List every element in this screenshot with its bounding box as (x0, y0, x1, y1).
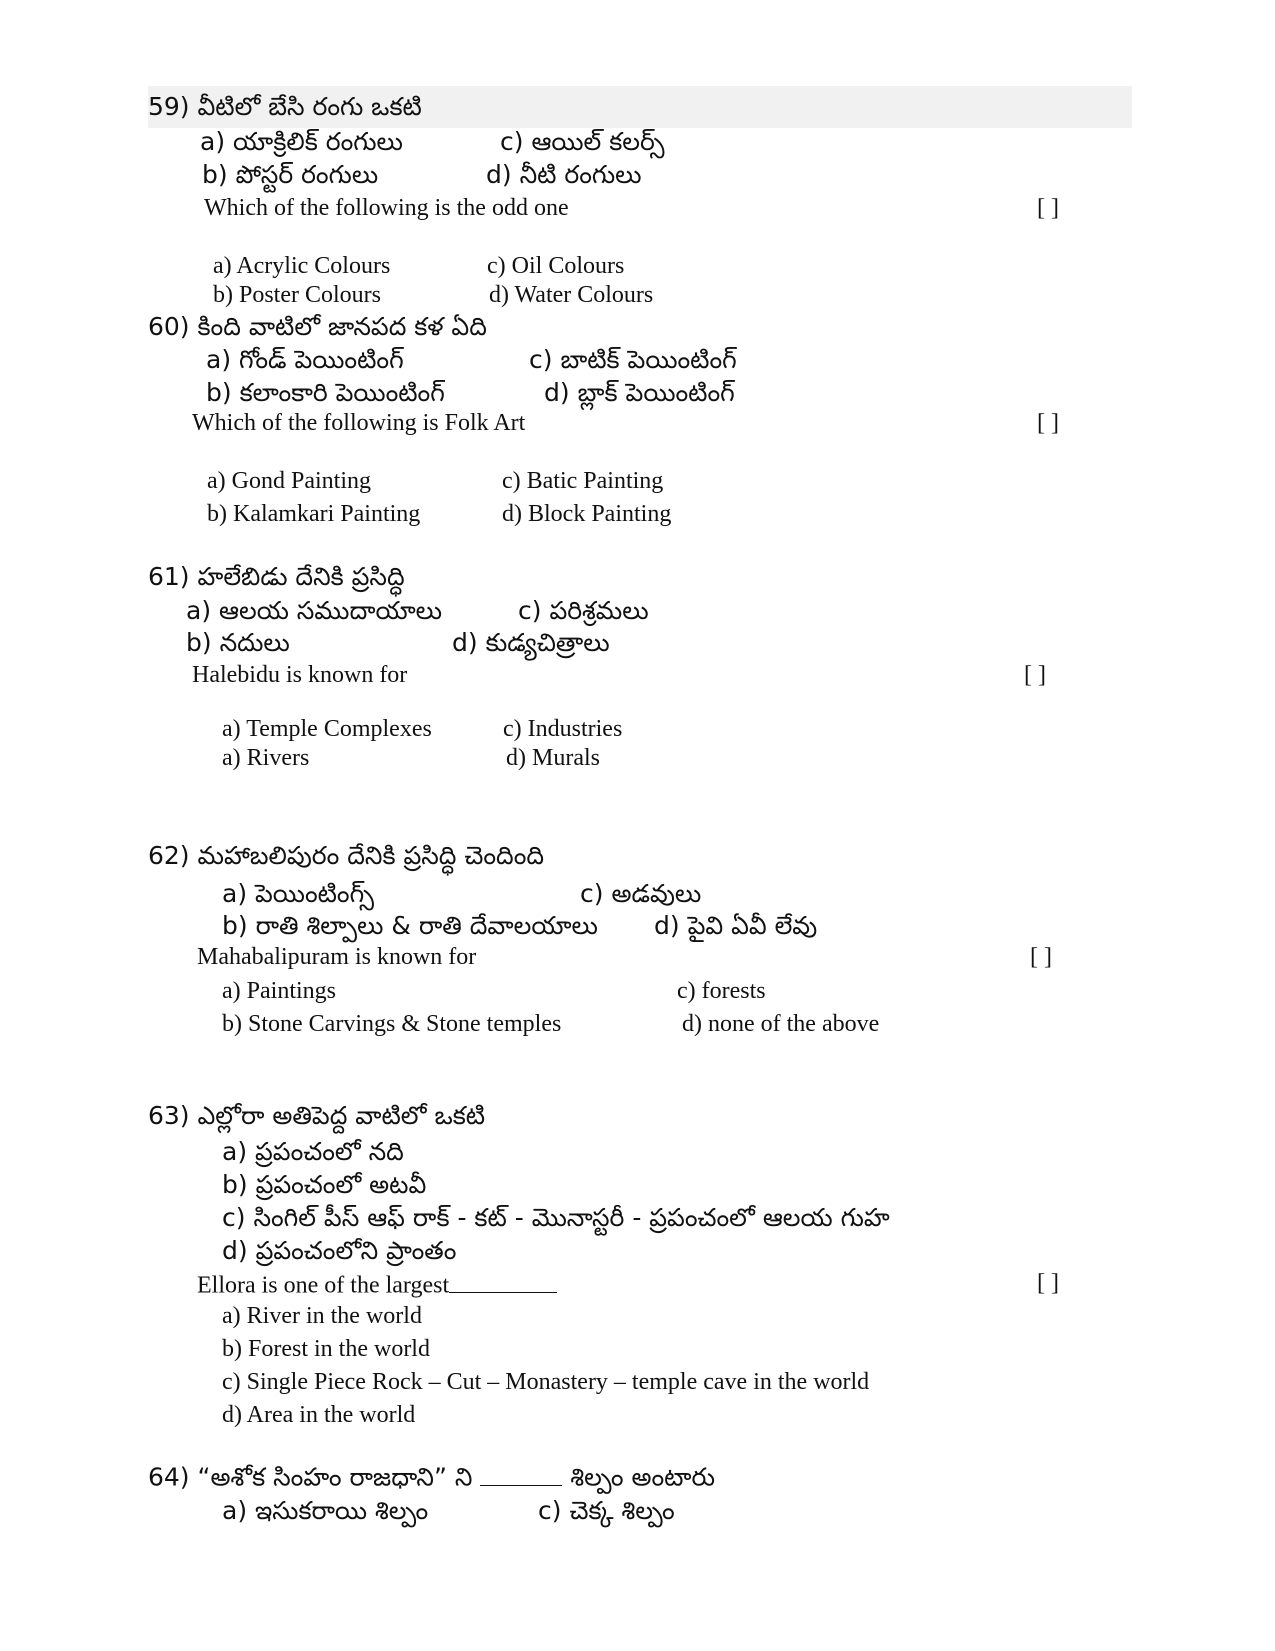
q60-english-option-a: a) Gond Painting (207, 468, 371, 494)
q60-answer-bracket: [ ] (1037, 410, 1059, 436)
q63-english-option-a: a) River in the world (222, 1303, 422, 1329)
q63-english-option-c: c) Single Piece Rock – Cut – Monastery – temple cave in the world (222, 1369, 870, 1395)
q64-telugu-option-a: a) ఇసుకరాయి శిల్పం (222, 1496, 429, 1525)
q63-english-question (197, 1270, 557, 1300)
q63-fill-blank (449, 1270, 557, 1293)
q61-english-option-c: c) Industries (503, 716, 623, 742)
q60-english-question: Which of the following is Folk Art (192, 410, 526, 436)
q60-telugu-option-b: b) కలాంకారి పెయింటింగ్ (206, 378, 445, 407)
q60-english-option-b: b) Kalamkari Painting (207, 501, 421, 527)
q63-telugu-option-d: d) ప్రపంచంలోని ప్రాంతం (222, 1236, 457, 1265)
q59-telugu-option-b: b) పోస్టర్ రంగులు (202, 160, 379, 189)
q64-telugu-question-end: శిల్పం అంటారు (570, 1462, 715, 1492)
q59-telugu-option-a: a) యాక్రిలిక్ రంగులు (200, 127, 403, 156)
q60-telugu-option-c: c) బాటిక్ పెయింటింగ్ (529, 345, 737, 374)
q63-telugu-option-c: c) సింగిల్ పీస్ ఆఫ్ రాక్ - కట్ - మొనాస్టరీ - ప్రపంచంలో ఆలయ గుహ (222, 1203, 890, 1232)
q61-telugu-option-d: d) కుడ్యచిత్రాలు (452, 628, 610, 657)
q62-telugu-question: 62) మహాబలిపురం దేనికి ప్రసిద్ధి చెందింది (148, 841, 545, 870)
q61-telugu-option-a: a) ఆలయ సముదాయాలు (186, 596, 442, 625)
q63-answer-bracket: [ ] (1037, 1270, 1059, 1296)
q62-english-option-c: c) forests (677, 978, 766, 1004)
q63-telugu-question: 63) ఎల్లోరా అతిపెద్ద వాటిలో ఒకటి (148, 1101, 486, 1130)
q59-answer-bracket: [ ] (1037, 195, 1059, 221)
q60-telugu-option-a: a) గోండ్ పెయింటింగ్ (206, 345, 404, 374)
q62-english-question: Mahabalipuram is known for (197, 944, 477, 970)
q61-telugu-question: 61) హలేబిడు దేనికి ప్రసిద్ధి (148, 562, 405, 591)
q61-english-option-a: a) Temple Complexes (222, 716, 432, 742)
q60-english-option-d: d) Block Painting (502, 501, 672, 527)
q61-english-option-b: a) Rivers (222, 745, 310, 771)
q60-english-option-c: c) Batic Painting (502, 468, 664, 494)
q60-telugu-option-d: d) బ్లాక్ పెయింటింగ్ (544, 378, 735, 407)
q61-telugu-option-c: c) పరిశ్రమలు (518, 596, 649, 625)
q59-english-option-d: d) Water Colours (489, 282, 654, 308)
q63-english-question-text: Ellora is one of the largest (197, 1272, 450, 1299)
q62-telugu-option-c: c) అడవులు (580, 879, 702, 908)
q59-english-option-b: b) Poster Colours (213, 282, 381, 308)
q62-english-option-b: b) Stone Carvings & Stone temples (222, 1011, 562, 1037)
q61-english-option-d: d) Murals (506, 745, 600, 771)
q61-answer-bracket: [ ] (1024, 662, 1046, 688)
q64-telugu-question (148, 1462, 715, 1492)
q61-telugu-option-b: b) నదులు (186, 628, 290, 657)
q63-english-option-d: d) Area in the world (222, 1402, 416, 1428)
q63-telugu-option-b: b) ప్రపంచంలో అటవీ (222, 1170, 427, 1199)
q59-telugu-question: 59) వీటిలో బేసి రంగు ఒకటి (148, 92, 422, 121)
q64-telugu-question-start: 64) “అశోక సింహం రాజధాని” ని (148, 1462, 473, 1492)
q60-telugu-question: 60) కింది వాటిలో జానపద కళ ఏది (148, 312, 487, 341)
q62-telugu-option-b: b) రాతి శిల్పాలు & రాతి దేవాలయాలు (222, 911, 598, 940)
q59-english-question: Which of the following is the odd one (204, 195, 569, 221)
q63-english-option-b: b) Forest in the world (222, 1336, 430, 1362)
q59-english-option-c: c) Oil Colours (487, 253, 625, 279)
q62-answer-bracket: [ ] (1030, 944, 1052, 970)
q61-english-question: Halebidu is known for (192, 662, 408, 688)
q64-fill-blank (480, 1462, 562, 1486)
q62-telugu-option-a: a) పెయింటింగ్స్ (222, 879, 375, 908)
q62-telugu-option-d: d) పైవి ఏవీ లేవు (654, 911, 818, 940)
q62-english-option-a: a) Paintings (222, 978, 336, 1004)
q63-telugu-option-a: a) ప్రపంచంలో నది (222, 1137, 404, 1166)
q64-telugu-option-c: c) చెక్క శిల్పం (538, 1496, 675, 1525)
q59-telugu-option-c: c) ఆయిల్ కలర్స్ (500, 127, 665, 156)
q62-english-option-d: d) none of the above (682, 1011, 880, 1037)
q59-telugu-option-d: d) నీటి రంగులు (486, 160, 642, 189)
q59-english-option-a: a) Acrylic Colours (213, 253, 391, 279)
